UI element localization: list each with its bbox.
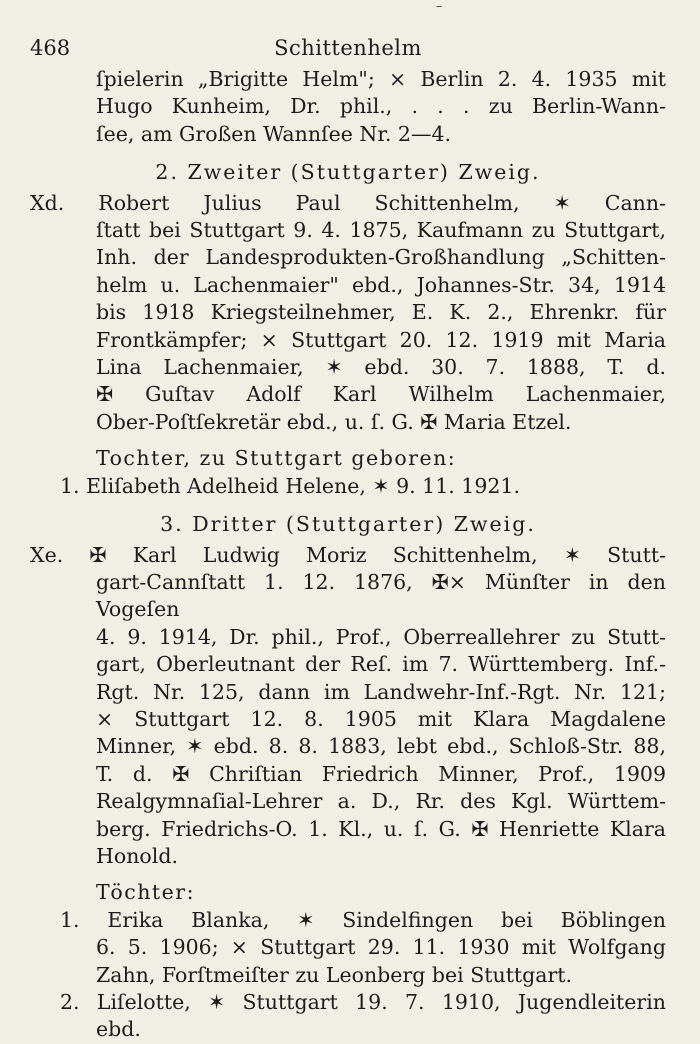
- entry-xe: [30, 542, 666, 871]
- section-title-3: 3. Dritter (Stuttgarter) Zweig.: [160, 512, 536, 537]
- section-title-2: 2. Zweiter (Stuttgarter) Zweig.: [155, 160, 541, 185]
- page-header: [30, 28, 666, 66]
- entry-line: ſtatt bei Stuttgart 9. 4. 1875, Kaufmann zu Stuttgart,: [96, 218, 666, 243]
- child-entry-2: [30, 989, 666, 1044]
- continuation-line: ſee, am Großen Wannſee Nr. 2—4.: [96, 121, 452, 146]
- entry-line: helm u. Lachenmaier" ebd., Johannes-Str. 34, 1914: [96, 272, 666, 297]
- entry-line: ✠ Guſtav Adolf Karl Wilhelm Lachenmaier,: [96, 382, 666, 407]
- child-line: 1. Erika Blanka, ✶ Sindelfingen bei Böblingen: [60, 907, 666, 932]
- entry-line: Lina Lachenmaier, ✶ ebd. 30. 7. 1888, T. d.: [96, 355, 666, 380]
- top-mark: –: [436, 0, 442, 13]
- entry-line: Frontkämpfer; ⨯ Stuttgart 20. 12. 1919 mit Maria: [96, 327, 666, 352]
- page-number: 468: [30, 36, 71, 60]
- entry-line: T. d. ✠ Chriſtian Friedrich Minner, Prof., 1909: [96, 761, 666, 786]
- entry-line: ⨯ Stuttgart 12. 8. 1905 mit Klara Magdalene: [96, 706, 666, 731]
- page-body: [30, 66, 666, 1044]
- child-entry: 1. Eliſabeth Adelheid Helene, ✶ 9. 11. 1921.: [60, 473, 520, 498]
- entry-line: Inh. der Landesprodukten-Großhandlung „Schitten-: [96, 245, 666, 270]
- entry-line: gart, Oberleutnant der Reſ. im 7. Württemberg. Inf.-: [96, 652, 666, 677]
- running-title: Schittenhelm: [274, 36, 422, 60]
- children-heading: Tochter, zu Stuttgart geboren:: [96, 446, 457, 471]
- entry-line: bis 1918 Kriegsteilnehmer, E. K. 2., Ehrenkr. für: [96, 300, 666, 325]
- entry-xd: [30, 190, 666, 437]
- entry-line: Honold.: [96, 843, 178, 868]
- child-entry-1: [30, 907, 666, 989]
- child-line: ebd.: [96, 1017, 141, 1042]
- entry-line: Xe. ✠ Karl Ludwig Moriz Schittenhelm, ✶ Stutt-: [30, 542, 666, 567]
- entry-line: Ober-Poſtſekretär ebd., u. ſ. G. ✠ Maria Etzel.: [96, 409, 572, 434]
- child-line: Zahn, Forſtmeiſter zu Leonberg bei Stuttgart.: [96, 962, 573, 987]
- entry-line: Rgt. Nr. 125, dann im Landwehr-Inf.-Rgt. Nr. 121;: [96, 679, 666, 704]
- continuation-line: ſpielerin „Brigitte Helm"; ⨯ Berlin 2. 4. 1935 mit: [96, 67, 666, 91]
- continuation-line: Hugo Kunheim, Dr. phil., . . . zu Berlin-Wann-: [96, 94, 666, 119]
- entry-line: berg. Friedrichs-O. 1. Kl., u. ſ. G. ✠ Henriette Klara: [96, 816, 666, 841]
- entry-line: gart-Cannſtatt 1. 12. 1876, ✠⨯ Münſter in den Vogeſen: [96, 569, 666, 622]
- entry-line: Realgymnaſial-Lehrer a. D., Rr. des Kgl. Württem-: [96, 789, 666, 814]
- entry-line: Minner, ✶ ebd. 8. 8. 1883, lebt ebd., Schloß-Str. 88,: [96, 734, 666, 759]
- child-line: 6. 5. 1906; ⨯ Stuttgart 29. 11. 1930 mit Wolfgang: [96, 935, 666, 960]
- entry-line: Xd. Robert Julius Paul Schittenhelm, ✶ Cann-: [30, 190, 666, 215]
- entry-line: 4. 9. 1914, Dr. phil., Prof., Oberreallehrer zu Stutt-: [96, 624, 666, 649]
- child-line: 2. Liſelotte, ✶ Stuttgart 19. 7. 1910, Jugendleiterin: [60, 990, 666, 1014]
- children-heading: Töchter:: [96, 880, 195, 905]
